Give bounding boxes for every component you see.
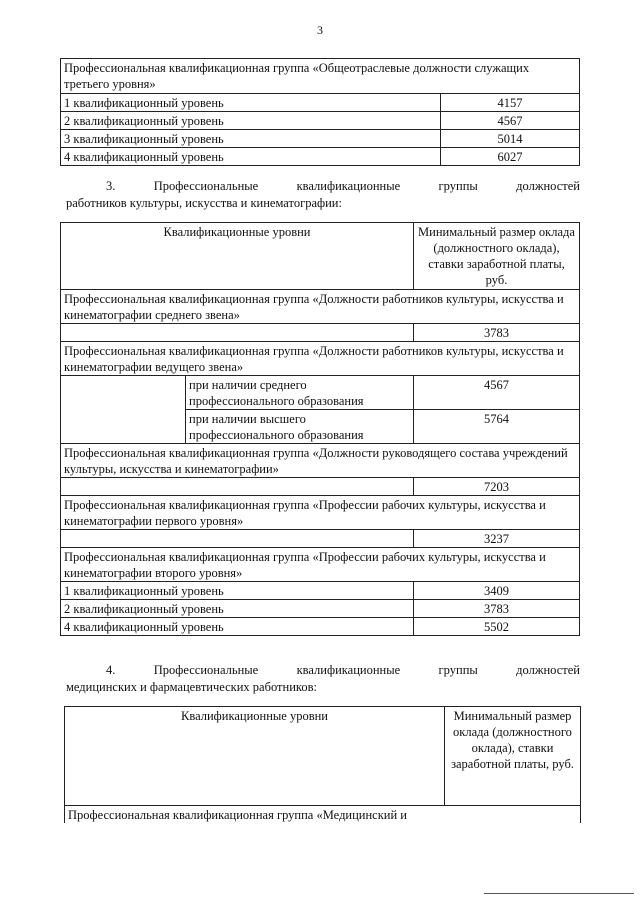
table-row bbox=[61, 130, 580, 148]
table-row bbox=[61, 376, 580, 410]
empty-cell bbox=[61, 376, 186, 444]
sub-level-cell: при наличии среднего профессионального образования bbox=[186, 376, 414, 410]
table-group-header-row bbox=[65, 806, 581, 824]
empty-cell bbox=[61, 478, 414, 496]
level-cell: 3 квалификационный уровень bbox=[61, 130, 441, 148]
table-group-header-row bbox=[61, 444, 580, 478]
value-cell: 6027 bbox=[441, 148, 580, 166]
table-header-row bbox=[65, 707, 581, 806]
section-4-line-1: 4. Профессиональные квалификационные группы должностей bbox=[106, 663, 580, 677]
column-header-levels: Квалификационные уровни bbox=[65, 707, 445, 806]
table-medical-positions bbox=[64, 706, 581, 823]
section-3-line-2: работников культуры, искусства и кинематографии: bbox=[66, 196, 342, 210]
value-cell: 3237 bbox=[414, 530, 580, 548]
table-culture-positions bbox=[60, 222, 580, 636]
table-group-header-row bbox=[61, 342, 580, 376]
value-cell: 5502 bbox=[414, 618, 580, 636]
group-title: Профессиональная квалификационная группа «Должности работников культуры, искусства и кинематографии ведущего звена» bbox=[61, 342, 580, 376]
level-cell: 1 квалификационный уровень bbox=[61, 94, 441, 112]
section-4-heading bbox=[66, 662, 580, 696]
value-cell: 5764 bbox=[414, 410, 580, 444]
section-3-heading bbox=[66, 178, 580, 212]
value-cell: 7203 bbox=[414, 478, 580, 496]
table-group-header-row bbox=[61, 548, 580, 582]
group-title: Профессиональная квалификационная группа «Профессии рабочих культуры, искусства и кинематографии второго уровня» bbox=[61, 548, 580, 582]
value-cell: 3783 bbox=[414, 600, 580, 618]
section-3-line-1: 3. Профессиональные квалификационные группы должностей bbox=[106, 179, 580, 193]
table-group-header-row bbox=[61, 290, 580, 324]
column-header-levels: Квалификационные уровни bbox=[61, 223, 414, 290]
table-group-header-row bbox=[61, 496, 580, 530]
page-number: 3 bbox=[317, 23, 323, 37]
value-cell: 3783 bbox=[414, 324, 580, 342]
table-row bbox=[61, 582, 580, 600]
group-title: Профессиональная квалификационная группа «Должности работников культуры, искусства и кинематографии среднего звена» bbox=[61, 290, 580, 324]
value-cell: 4157 bbox=[441, 94, 580, 112]
table-row bbox=[61, 148, 580, 166]
footer-rule bbox=[484, 893, 634, 894]
level-cell: 2 квалификационный уровень bbox=[61, 600, 414, 618]
table-header-row bbox=[61, 223, 580, 290]
table-row bbox=[61, 600, 580, 618]
group-title: Профессиональная квалификационная группа «Медицинский и bbox=[65, 806, 581, 824]
value-cell: 5014 bbox=[441, 130, 580, 148]
table-row bbox=[61, 112, 580, 130]
section-4-line-2: медицинских и фармацевтических работников: bbox=[66, 680, 317, 694]
table-row bbox=[61, 94, 580, 112]
table-group-header-row bbox=[61, 59, 580, 94]
value-cell: 4567 bbox=[441, 112, 580, 130]
group-title: Профессиональная квалификационная группа «Должности руководящего состава учреждений культуры, искусства и кинематографии» bbox=[61, 444, 580, 478]
value-cell: 3409 bbox=[414, 582, 580, 600]
table-row bbox=[61, 530, 580, 548]
column-header-salary: Минимальный размер оклада (должностного оклада), ставки заработной платы, руб. bbox=[445, 707, 581, 806]
value-cell: 4567 bbox=[414, 376, 580, 410]
level-cell: 4 квалификационный уровень bbox=[61, 618, 414, 636]
level-cell: 4 квалификационный уровень bbox=[61, 148, 441, 166]
table-row bbox=[61, 618, 580, 636]
level-cell: 2 квалификационный уровень bbox=[61, 112, 441, 130]
group-title: Профессиональная квалификационная группа «Общеотраслевые должности служащих третьего уровня» bbox=[61, 59, 580, 94]
empty-cell bbox=[61, 324, 414, 342]
group-title: Профессиональная квалификационная группа «Профессии рабочих культуры, искусства и кинематографии первого уровня» bbox=[61, 496, 580, 530]
table-row bbox=[61, 478, 580, 496]
level-cell: 1 квалификационный уровень bbox=[61, 582, 414, 600]
column-header-salary: Минимальный размер оклада (должностного оклада), ставки заработной платы, руб. bbox=[414, 223, 580, 290]
table-general-positions bbox=[60, 58, 580, 166]
empty-cell bbox=[61, 530, 414, 548]
table-row bbox=[61, 324, 580, 342]
sub-level-cell: при наличии высшего профессионального образования bbox=[186, 410, 414, 444]
